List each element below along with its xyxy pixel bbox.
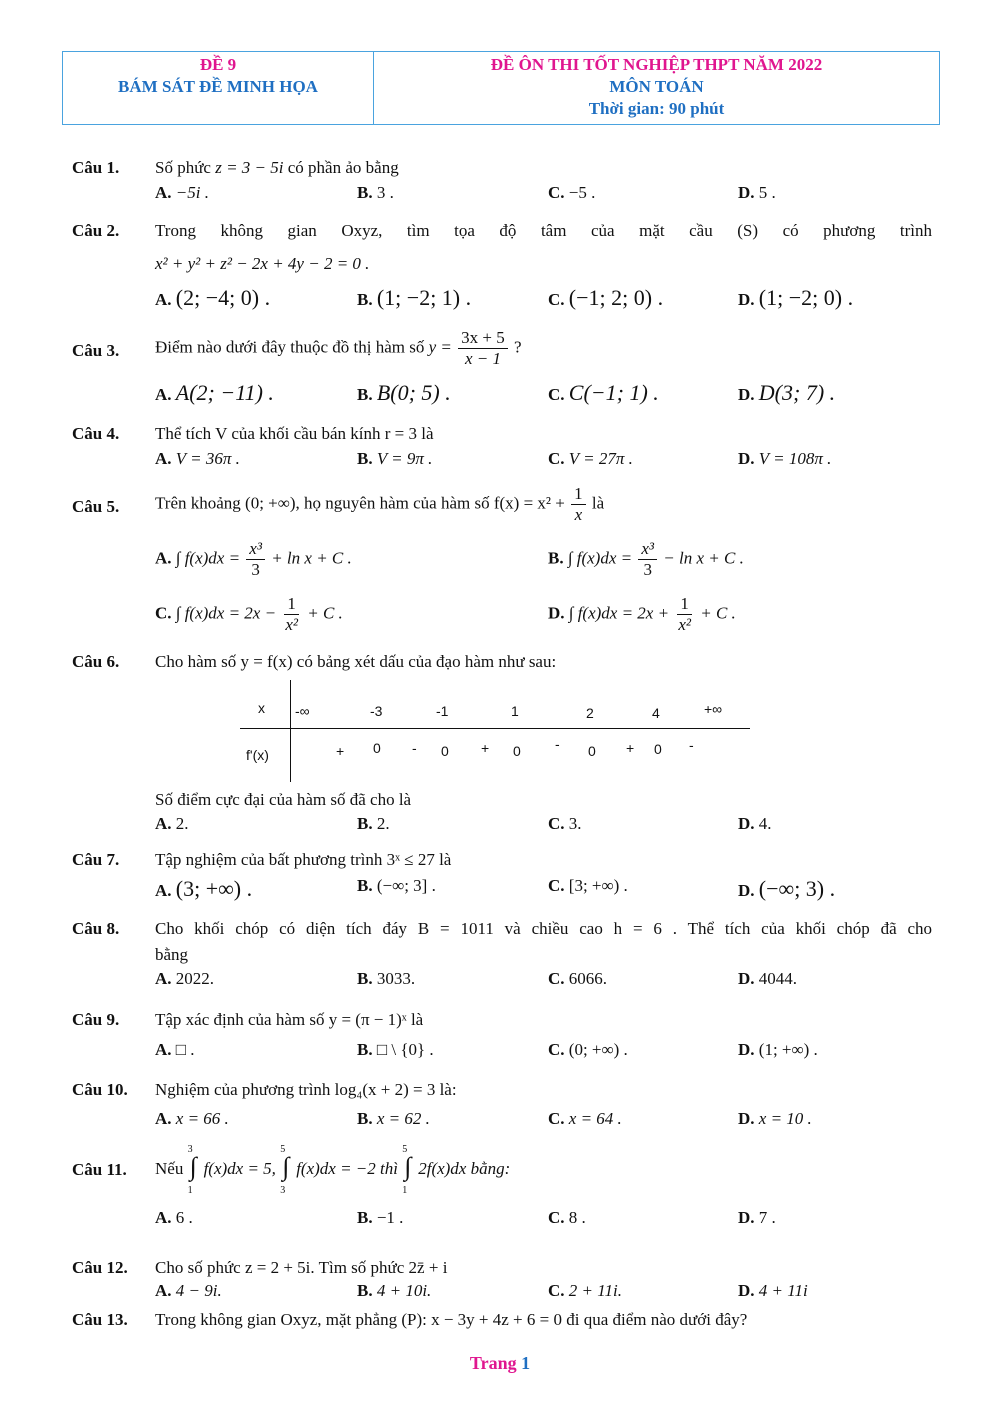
question-text: Cho hàm số y = f(x) có bảng xét dấu của đạo hàm như sau:	[155, 652, 557, 671]
exam-title: ĐỀ ÔN THI TỐT NGHIỆP THPT NĂM 2022	[490, 55, 823, 74]
integral-sign: 5 ∫ 3	[280, 1144, 290, 1196]
question-4	[72, 424, 932, 474]
option-b[interactable]: B. −1 .	[357, 1208, 404, 1227]
option-c[interactable]: C. C(−1; 1) .	[548, 380, 659, 405]
x-value: -3	[370, 703, 383, 719]
integral-sign: 3 ∫ 1	[187, 1144, 197, 1196]
question-1	[72, 158, 932, 214]
sign: 0	[513, 743, 521, 759]
question-text: Tập nghiệm của bất phương trình 3ˣ ≤ 27 là	[155, 850, 452, 869]
table-horizontal-line	[240, 728, 750, 729]
question-5	[72, 484, 932, 644]
option-b[interactable]: B. 3 .	[357, 183, 394, 202]
option-b[interactable]: B. 3033.	[357, 969, 416, 988]
sign: -	[689, 737, 694, 753]
sign: 0	[654, 741, 662, 757]
option-d[interactable]: D. (−∞; 3) .	[738, 876, 836, 901]
exam-header	[62, 51, 940, 125]
option-c[interactable]: C. −5 .	[548, 183, 596, 202]
option-a[interactable]: A. V = 36π .	[155, 449, 240, 468]
option-d[interactable]: D. x = 10 .	[738, 1109, 812, 1128]
sign: +	[481, 740, 490, 756]
table-fprime-label: f'(x)	[246, 747, 269, 763]
option-a[interactable]: A. x = 66 .	[155, 1109, 229, 1128]
header-right	[374, 52, 939, 124]
option-c[interactable]: C. 2 + 11i.	[548, 1281, 622, 1300]
fraction: $\frac{1}{x}$	[571, 484, 586, 525]
option-d[interactable]: D. (1; +∞) .	[738, 1040, 818, 1059]
answer-options	[155, 285, 935, 311]
question-13	[72, 1310, 932, 1336]
answer-options	[155, 1109, 935, 1135]
option-a[interactable]: A. 6 .	[155, 1208, 193, 1227]
question-7	[72, 850, 932, 906]
option-b[interactable]: B. 2.	[357, 814, 390, 833]
question-8	[72, 919, 932, 991]
answer-options	[155, 969, 935, 995]
question-text: Trong không gian Oxyz, tìm tọa độ tâm của mặt cầu (S) có phương trình	[155, 221, 932, 240]
math-expression: z = 3 − 5i	[215, 158, 284, 177]
question-number: Câu 2.	[72, 221, 120, 240]
table-x-label: x	[258, 700, 265, 716]
sign: +	[626, 740, 635, 756]
option-d[interactable]: D. 4 + 11i	[738, 1281, 808, 1300]
option-b[interactable]: B. B(0; 5) .	[357, 380, 451, 405]
option-b[interactable]: B. (1; −2; 1) .	[357, 285, 472, 310]
option-a[interactable]: A. 4 − 9i.	[155, 1281, 222, 1300]
option-b[interactable]: B. x = 62 .	[357, 1109, 430, 1128]
question-number: Câu 13.	[72, 1310, 128, 1329]
option-a[interactable]: A. (3; +∞) .	[155, 876, 253, 901]
option-d[interactable]: D. 5 .	[738, 183, 776, 202]
sign: +	[336, 743, 345, 759]
page-word: Trang	[469, 1353, 517, 1373]
sign: 0	[373, 740, 381, 756]
question-text: Số điểm cực đại của hàm số đã cho là	[155, 790, 412, 809]
option-c[interactable]: C. x = 64 .	[548, 1109, 622, 1128]
question-2	[72, 221, 932, 313]
option-a[interactable]: A. (2; −4; 0) .	[155, 285, 271, 310]
exam-subtitle: BÁM SÁT ĐỀ MINH HỌA	[118, 77, 318, 96]
question-text	[155, 158, 932, 178]
option-d[interactable]: D. (1; −2; 0) .	[738, 285, 854, 310]
option-d[interactable]: D. 4.	[738, 814, 772, 833]
question-number: Câu 7.	[72, 850, 120, 869]
question-text: Cho khối chóp có diện tích đáy B = 1011 và chiều cao h = 6 . Thể tích của khối chóp đã cho	[155, 919, 932, 938]
answer-options	[155, 1281, 935, 1307]
option-d[interactable]: D. V = 108π .	[738, 449, 832, 468]
x-value: 2	[586, 705, 594, 721]
fraction: $\frac{3x + 5}{x - 1}$	[458, 328, 508, 369]
answer-options-row2	[155, 594, 935, 644]
option-b[interactable]: B. 4 + 10i.	[357, 1281, 432, 1300]
exam-number: ĐỀ 9	[199, 55, 237, 74]
page-footer	[0, 1353, 1000, 1374]
option-c[interactable]: C. [3; +∞) .	[548, 876, 628, 895]
question-text: Tập xác định của hàm số y = (π − 1)ˣ là	[155, 1010, 424, 1029]
answer-options	[155, 1040, 935, 1066]
sign: 0	[588, 743, 596, 759]
option-c[interactable]: C. 8 .	[548, 1208, 586, 1227]
question-text-pre: Số phức	[155, 158, 216, 177]
question-number: Câu 4.	[72, 424, 120, 443]
question-text: Cho số phức z = 2 + 5i. Tìm số phức 2z̄ + i	[155, 1258, 448, 1277]
option-b[interactable]: B. ∫ f(x)dx = $\frac{\text{x³}}{3}$ − ln x + C .	[548, 539, 744, 579]
question-text-post: có phần ảo bằng	[283, 158, 399, 177]
option-d[interactable]: D. 7 .	[738, 1208, 776, 1227]
page-number: 1	[521, 1353, 531, 1373]
question-text: Điểm nào dưới đây thuộc đồ thị hàm số y = $\frac{3x + 5}{x - 1}$ ?	[155, 328, 522, 368]
answer-options	[155, 183, 935, 209]
question-number: Câu 9.	[72, 1010, 120, 1029]
option-d[interactable]: D. ∫ f(x)dx = 2x + $\frac{1}{\text{x²}}$ + C .	[548, 594, 736, 634]
question-12	[72, 1258, 932, 1306]
option-d[interactable]: D. 4044.	[738, 969, 798, 988]
option-c[interactable]: C. 3.	[548, 814, 582, 833]
option-c[interactable]: C. (−1; 2; 0) .	[548, 285, 664, 310]
question-3	[72, 328, 932, 408]
question-text: Nếu 3 ∫ 1 f(x)dx = 5, 5 ∫ 3 f(x)dx = −2 thì 5 ∫ 1 2f(x)dx bằng:	[155, 1144, 511, 1196]
question-text: Trong không gian Oxyz, mặt phẳng (P): x − 3y + 4z + 6 = 0 đi qua điểm nào dưới đây?	[155, 1310, 748, 1329]
x-value: +∞	[704, 701, 723, 717]
answer-options	[155, 876, 935, 902]
question-text: Thể tích V của khối cầu bán kính r = 3 là	[155, 424, 434, 443]
option-a[interactable]: A. 2.	[155, 814, 189, 833]
question-number: Câu 6.	[72, 652, 120, 671]
equation: x² + y² + z² − 2x + 4y − 2 = 0 .	[155, 254, 370, 273]
option-a[interactable]: A. ∫ f(x)dx = $\frac{\text{x³}}{3}$ + ln x + C .	[155, 539, 352, 579]
option-a[interactable]: A. 2022.	[155, 969, 215, 988]
question-number: Câu 1.	[72, 158, 120, 177]
option-c[interactable]: C. V = 27π .	[548, 449, 633, 468]
question-number: Câu 8.	[72, 919, 120, 938]
question-number: Câu 12.	[72, 1258, 128, 1277]
exam-duration: Thời gian: 90 phút	[588, 99, 725, 118]
option-a[interactable]: A. −5i .	[155, 183, 209, 202]
question-number: Câu 5.	[72, 497, 120, 516]
option-b[interactable]: B. (−∞; 3] .	[357, 876, 436, 895]
answer-options	[155, 814, 935, 840]
question-number: Câu 3.	[72, 341, 120, 360]
derivative-sign-table	[240, 680, 760, 782]
x-value: -1	[436, 703, 449, 719]
table-vertical-line	[290, 680, 291, 782]
answer-options-row1	[155, 539, 935, 589]
option-d[interactable]: D. D(3; 7) .	[738, 380, 836, 405]
answer-options	[155, 449, 935, 475]
question-10	[72, 1080, 932, 1134]
header-left	[63, 52, 374, 124]
option-c[interactable]: C. ∫ f(x)dx = 2x − $\frac{1}{\text{x²}}$ + C .	[155, 594, 343, 634]
option-b[interactable]: B. □ \ {0} .	[357, 1040, 434, 1059]
x-value: -∞	[295, 703, 310, 719]
x-value: 1	[511, 703, 519, 719]
option-c[interactable]: C. 6066.	[548, 969, 608, 988]
exam-subject: MÔN TOÁN	[609, 77, 704, 96]
x-value: 4	[652, 705, 660, 721]
question-text: Nghiệm của phương trình log₄(x + 2) = 3 là:	[155, 1080, 457, 1099]
integral-sign: 5 ∫ 1	[402, 1144, 412, 1196]
sign: -	[412, 740, 417, 756]
question-6-ask	[72, 790, 932, 836]
option-b[interactable]: B. V = 9π .	[357, 449, 433, 468]
option-c[interactable]: C. (0; +∞) .	[548, 1040, 628, 1059]
question-number: Câu 10.	[72, 1080, 128, 1099]
question-text-cont: bằng	[155, 945, 189, 964]
question-number: Câu 11.	[72, 1160, 127, 1179]
option-a[interactable]: A. A(2; −11) .	[155, 380, 274, 405]
sign: 0	[441, 743, 449, 759]
answer-options	[155, 1208, 935, 1234]
answer-options	[155, 380, 935, 406]
question-text: Trên khoảng (0; +∞), họ nguyên hàm của hàm số f(x) = x² + $\frac{1}{x}$ là	[155, 484, 605, 524]
question-6	[72, 652, 932, 672]
sign: -	[555, 736, 560, 752]
question-11	[72, 1144, 932, 1230]
question-9	[72, 1010, 932, 1066]
option-a[interactable]: A. □ .	[155, 1040, 195, 1059]
